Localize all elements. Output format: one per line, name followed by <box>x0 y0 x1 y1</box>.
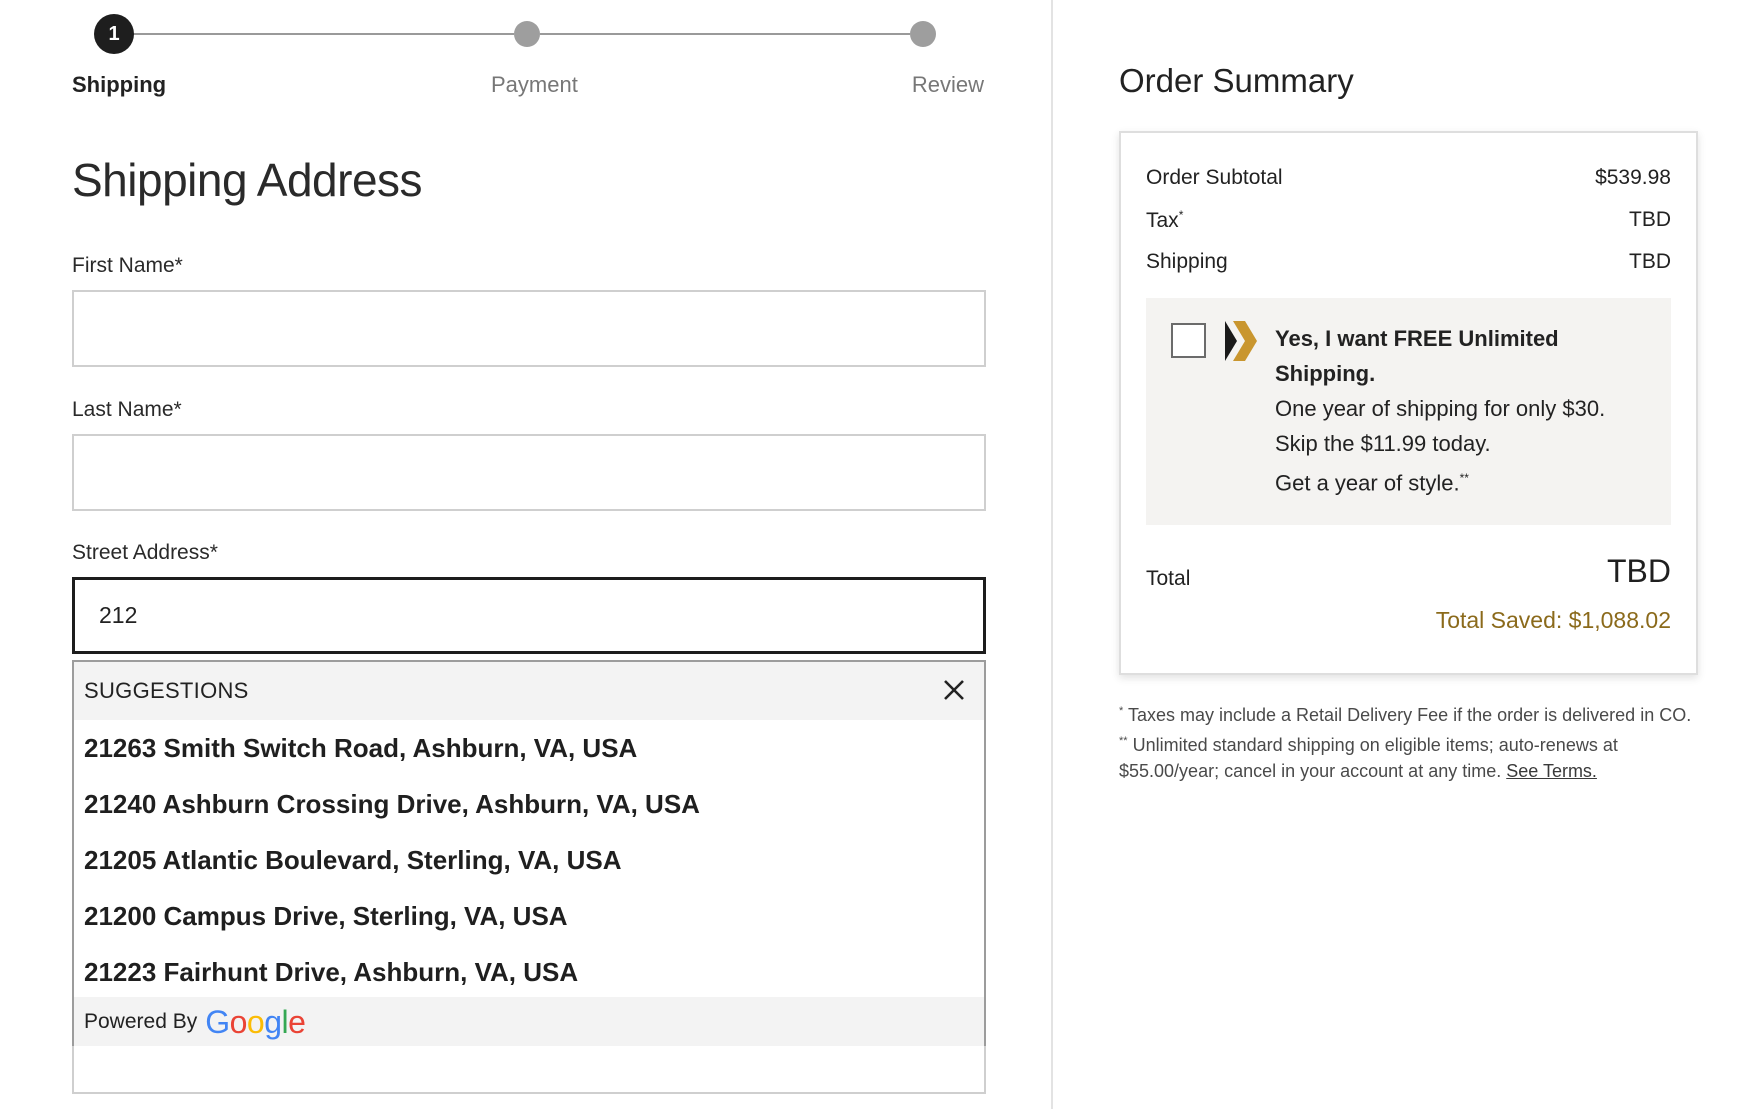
suggestions-list <box>74 720 984 1000</box>
google-logo-letter: g <box>264 1003 282 1040</box>
promo-line: Skip the $11.99 today. <box>1275 431 1491 456</box>
promo-footnote-mark: ** <box>1459 471 1469 485</box>
footnote-mark: * <box>1119 705 1124 717</box>
page-title: Shipping Address <box>72 154 423 206</box>
shipping-label: Shipping <box>1146 250 1228 273</box>
next-field-partial[interactable] <box>72 1046 986 1094</box>
promo-line: Get a year of style. <box>1275 470 1460 496</box>
promo-headline: Yes, I want FREE Unlimited Shipping. <box>1275 326 1559 386</box>
footnote-tax <box>1119 698 1719 728</box>
first-name-label: First Name* <box>72 254 183 277</box>
powered-by-footer <box>74 997 984 1046</box>
tax-value: TBD <box>1629 208 1671 231</box>
footnote-shipping <box>1119 728 1719 784</box>
suggestion-item[interactable]: 21223 Fairhunt Drive, Ashburn, VA, USA <box>84 956 579 987</box>
footnote-shipping-text: Unlimited standard shipping on eligible items; auto-renews at $55.00/year; cancel in your account at any time. <box>1119 735 1618 781</box>
street-address-field[interactable] <box>72 577 986 654</box>
tax-label: Tax <box>1146 209 1179 232</box>
step-payment-indicator <box>514 21 540 47</box>
google-logo-letter: G <box>205 1003 230 1040</box>
google-logo-letter: o <box>229 1003 247 1040</box>
tax-label-group <box>1146 208 1183 233</box>
checkout-stepper <box>72 14 984 104</box>
suggestion-item[interactable]: 21205 Atlantic Boulevard, Sterling, VA, USA <box>84 844 622 875</box>
suggestions-header <box>74 662 984 720</box>
step-shipping-indicator: 1 <box>94 14 134 54</box>
tax-footnote-mark: * <box>1178 208 1184 222</box>
step-payment-label: Payment <box>491 72 578 97</box>
step-shipping-label: Shipping <box>72 72 167 97</box>
shipping-row <box>1146 250 1671 274</box>
close-suggestions-button[interactable] <box>938 674 970 706</box>
unlimited-shipping-checkbox[interactable] <box>1171 323 1206 358</box>
order-summary-title: Order Summary <box>1119 62 1354 99</box>
powered-by-label: Powered By <box>84 1009 198 1033</box>
order-summary-card <box>1119 131 1698 675</box>
unlimited-shipping-promo <box>1146 298 1671 525</box>
street-address-label: Street Address* <box>72 541 218 564</box>
step-review-indicator <box>910 21 936 47</box>
suggestion-item[interactable]: 21263 Smith Switch Road, Ashburn, VA, USA <box>84 732 638 763</box>
promo-line: One year of shipping for only $30. <box>1275 396 1606 421</box>
suggestion-item[interactable]: 21240 Ashburn Crossing Drive, Ashburn, VA, USA <box>84 788 700 819</box>
promo-line-group <box>1275 461 1645 500</box>
total-label: Total <box>1146 567 1191 590</box>
subtotal-row <box>1146 166 1671 190</box>
footnote-mark: ** <box>1119 735 1128 747</box>
google-logo-letter: l <box>281 1003 289 1040</box>
summary-footnotes <box>1119 698 1719 784</box>
stepper-connector <box>540 33 910 35</box>
stepper-connector <box>112 33 514 35</box>
shipping-value: TBD <box>1629 250 1671 273</box>
google-logo-letter: o <box>246 1003 265 1040</box>
total-saved: Total Saved: $1,088.02 <box>1435 607 1671 633</box>
see-terms-link[interactable]: See Terms. <box>1506 761 1597 781</box>
last-name-label: Last Name* <box>72 398 182 421</box>
footnote-tax-text: Taxes may include a Retail Delivery Fee if the order is delivered in CO. <box>1127 705 1692 725</box>
total-value: TBD <box>1607 553 1671 589</box>
suggestion-item[interactable]: 21200 Campus Drive, Sterling, VA, USA <box>84 900 568 931</box>
google-logo-letter: e <box>288 1003 306 1040</box>
brand-chevron-icon <box>1225 321 1257 361</box>
promo-text <box>1275 321 1645 500</box>
column-divider <box>1051 0 1053 1109</box>
suggestions-header-label: SUGGESTIONS <box>84 678 249 703</box>
close-icon <box>938 674 970 706</box>
address-suggestions-dropdown <box>72 660 986 1048</box>
subtotal-label: Order Subtotal <box>1146 166 1283 189</box>
step-review-label: Review <box>911 72 984 97</box>
first-name-field[interactable] <box>72 290 986 367</box>
google-logo <box>205 1003 306 1040</box>
subtotal-value: $539.98 <box>1595 166 1671 189</box>
tax-row <box>1146 208 1671 233</box>
last-name-field[interactable] <box>72 434 986 511</box>
